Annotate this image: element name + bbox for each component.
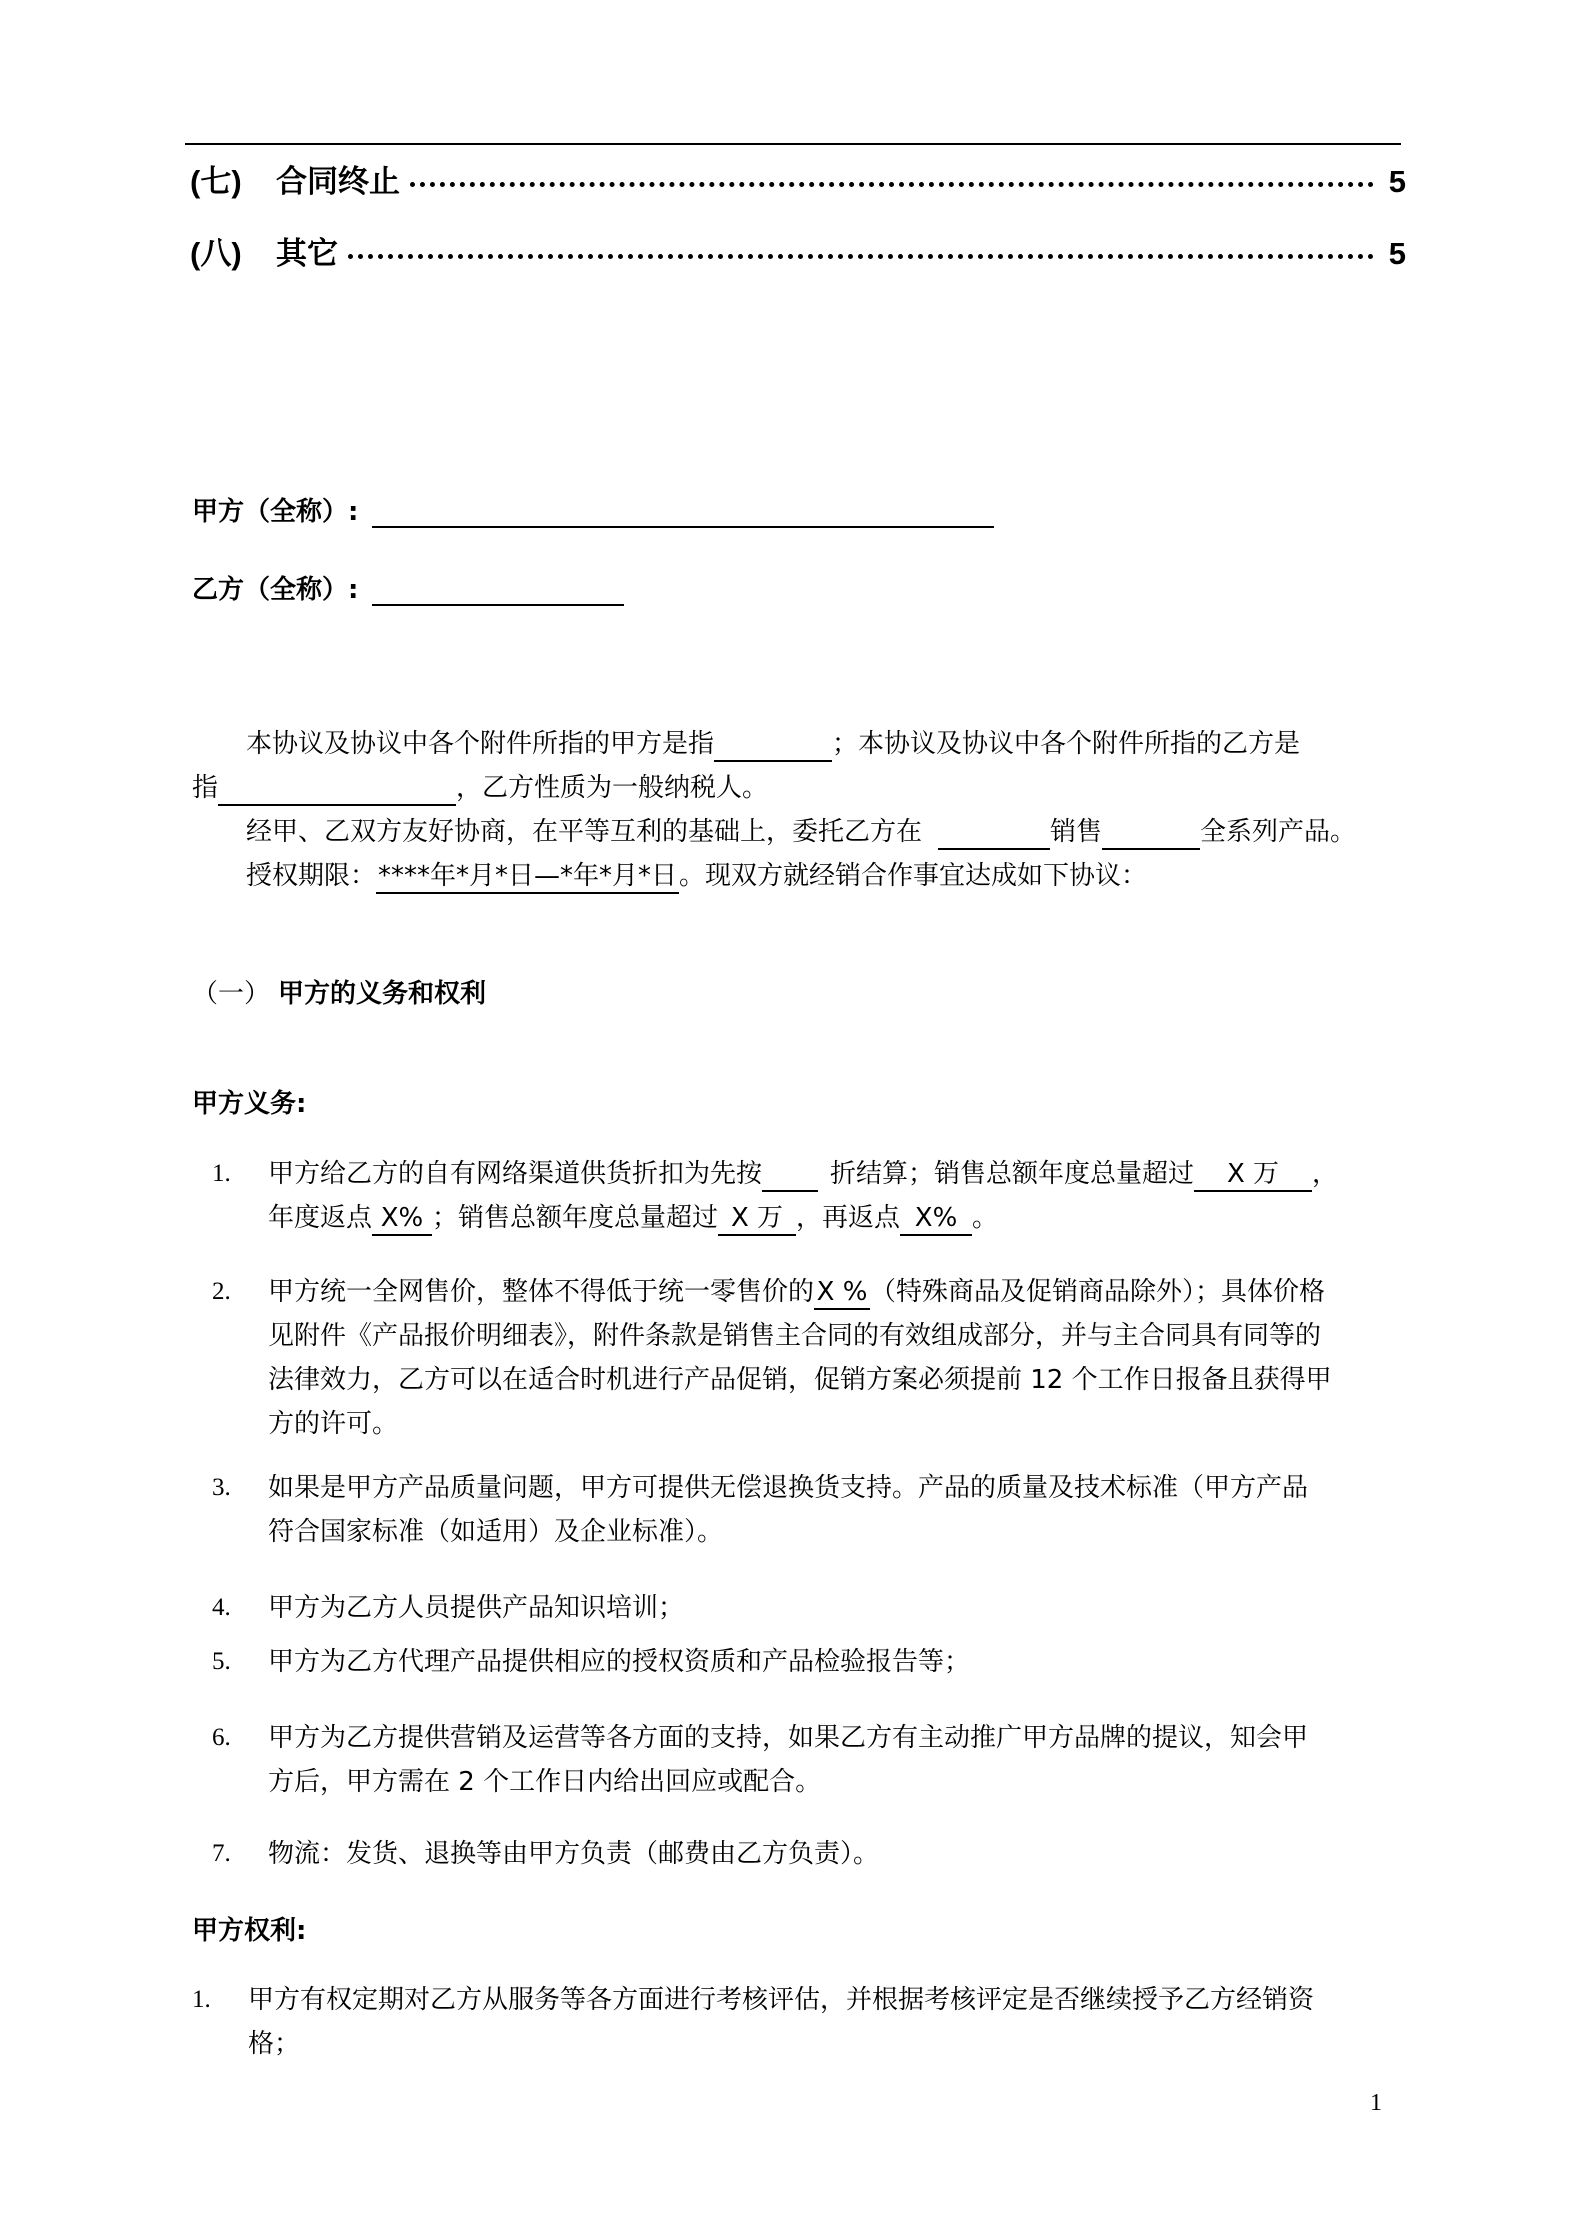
discount-blank[interactable]: [762, 1158, 818, 1192]
item-text: 方后，甲方需在 2 个工作日内给出回应或配合。: [268, 1767, 822, 1797]
intro-line-4: [246, 854, 1147, 898]
header-rule: [185, 143, 1401, 145]
item-text: [268, 1716, 1408, 1804]
item-number: 4.: [212, 1594, 231, 1621]
section-heading: [192, 973, 486, 1010]
item-number: 6.: [212, 1724, 231, 1751]
item-text: ，: [1312, 1159, 1339, 1189]
toc-number: (八): [190, 236, 242, 271]
toc-page-number: 5: [1388, 236, 1406, 271]
item-number: 3.: [212, 1474, 231, 1501]
party-a-row: [192, 488, 994, 528]
rebate-rate-1[interactable]: X%: [372, 1202, 432, 1236]
toc-entry-7[interactable]: [190, 156, 1406, 206]
item-text: 甲方为乙方人员提供产品知识培训；: [268, 1593, 685, 1623]
item-text: 甲方统一全网售价，整体不得低于统一零售价的: [268, 1277, 815, 1307]
authorization-period[interactable]: ****年*月*日—*年*月*日: [376, 860, 679, 894]
intro-line-2: [192, 766, 768, 810]
item-text: 折结算；销售总额年度总量超过: [830, 1159, 1195, 1189]
item-text: 甲方给乙方的自有网络渠道供货折扣为先按: [268, 1159, 763, 1189]
item-text: ；销售总额年度总量超过: [432, 1203, 719, 1233]
party-b-label: 乙方（全称）:: [192, 575, 359, 605]
item-number: 1.: [212, 1160, 231, 1187]
annual-threshold-2[interactable]: X 万: [718, 1202, 796, 1236]
intro-text: 指: [192, 773, 219, 803]
item-text: 见附件《产品报价明细表》，附件条款是销售主合同的有效组成部分，并与主合同具有同等的: [268, 1321, 1322, 1351]
item-number: 7.: [212, 1840, 231, 1867]
item-text: 符合国家标准（如适用）及企业标准）。: [268, 1517, 724, 1547]
rights-heading: 甲方权利:: [192, 1916, 307, 1946]
obligations-heading: 甲方义务:: [192, 1089, 307, 1119]
item-number: 5.: [212, 1648, 231, 1675]
item-number: 1.: [192, 1986, 211, 2013]
item-text: 甲方为乙方代理产品提供相应的授权资质和产品检验报告等；: [268, 1647, 971, 1677]
toc-leader-dots: [410, 182, 1374, 187]
party-a-label: 甲方（全称）:: [192, 497, 359, 527]
toc-page-number: 5: [1388, 164, 1406, 199]
toc-entry-8[interactable]: [190, 228, 1406, 278]
toc-title: 其它: [276, 236, 338, 272]
intro-text: 。现双方就经销合作事宜达成如下协议：: [679, 861, 1148, 891]
section-title: 甲方的义务和权利: [278, 979, 487, 1009]
toc-number: (七): [190, 164, 242, 199]
intro-line-1: [246, 722, 1300, 766]
toc-title: 合同终止: [276, 164, 400, 200]
item-text: [268, 1270, 1408, 1446]
item-text: [268, 1152, 1408, 1240]
intro-text: 本协议及协议中各个附件所指的甲方是指: [246, 729, 715, 759]
intro-text: 销售: [1050, 817, 1103, 847]
minimum-price-rate[interactable]: X %: [814, 1276, 870, 1310]
intro-text: ；本协议及协议中各个附件所指的乙方是: [832, 729, 1301, 759]
item-text: 甲方为乙方提供营销及运营等各方面的支持，如果乙方有主动推广甲方品牌的提议，知会甲: [268, 1723, 1309, 1753]
item-text: 方的许可。: [268, 1409, 399, 1439]
item-text: [268, 1466, 1408, 1554]
party-a-blank[interactable]: [372, 496, 994, 528]
intro-line-3: [246, 810, 1356, 854]
intro-text: ，乙方性质为一般纳税人。: [456, 773, 769, 803]
section-number: （一）: [192, 979, 271, 1009]
party-b-blank[interactable]: [372, 574, 624, 606]
item-text: [248, 1978, 1388, 2066]
item-text: 。: [972, 1203, 999, 1233]
intro-text: 全系列产品。: [1200, 817, 1357, 847]
item-text: 如果是甲方产品质量问题，甲方可提供无偿退换货支持。产品的质量及技术标准（甲方产品: [268, 1473, 1309, 1503]
item-text: 法律效力，乙方可以在适合时机进行产品促销，促销方案必须提前 12 个工作日报备且获得甲: [268, 1365, 1332, 1395]
region-blank[interactable]: [938, 816, 1050, 850]
item-text: 年度返点: [268, 1203, 373, 1233]
annual-threshold-1[interactable]: X 万: [1194, 1158, 1312, 1192]
intro-text: 经甲、乙双方友好协商，在平等互利的基础上，委托乙方在: [246, 817, 923, 847]
item-number: 2.: [212, 1278, 231, 1305]
brand-blank[interactable]: [1102, 816, 1200, 850]
page-number: 1: [1370, 2090, 1382, 2116]
party-a-name-blank[interactable]: [714, 728, 832, 762]
item-text: ，再返点: [796, 1203, 901, 1233]
toc-leader-dots: [348, 254, 1374, 259]
item-text: 甲方有权定期对乙方从服务等各方面进行考核评估，并根据考核评定是否继续授予乙方经销资: [248, 1985, 1315, 2015]
item-text: （特殊商品及促销商品除外）；具体价格: [870, 1277, 1326, 1307]
item-text: 格；: [248, 2029, 301, 2059]
item-text: 物流：发货、退换等由甲方负责（邮费由乙方负责）。: [268, 1839, 880, 1869]
party-b-name-blank[interactable]: [218, 772, 456, 806]
intro-text: 授权期限：: [246, 861, 377, 891]
rebate-rate-2[interactable]: X%: [900, 1202, 972, 1236]
party-b-row: [192, 566, 624, 606]
